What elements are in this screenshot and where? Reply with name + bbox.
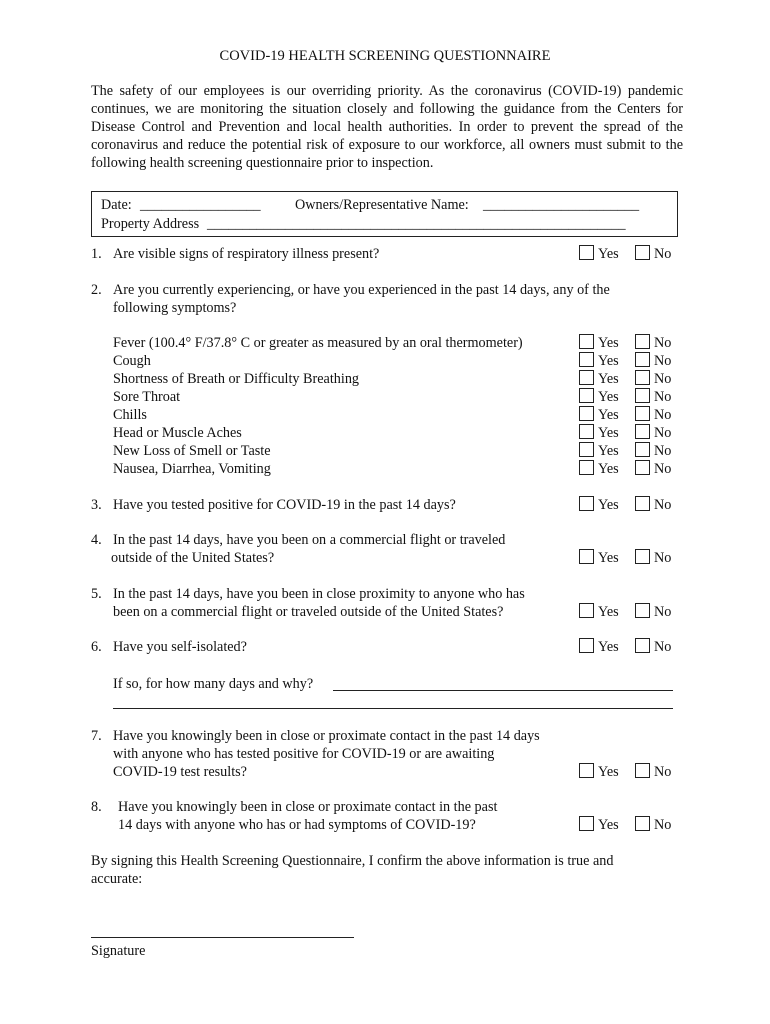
q8-no-label: No	[654, 817, 672, 833]
q5-yes-checkbox[interactable]	[579, 603, 594, 618]
symptom-shortness-of-breath-no-checkbox[interactable]	[635, 370, 650, 385]
symptom-sore-throat: Sore Throat	[113, 389, 181, 405]
symptom-aches: Head or Muscle Aches	[113, 425, 242, 441]
property-address-field[interactable]: ___________________________________________________________	[207, 216, 626, 232]
q7-text-line2: with anyone who has tested positive for COVID-19 or are awaiting	[113, 746, 495, 762]
symptom-fever-no-checkbox[interactable]	[635, 334, 650, 349]
q7-text-line3: COVID-19 test results?	[113, 764, 247, 780]
symptom-chills-yes-label: Yes	[598, 407, 619, 423]
q4-text-line2: outside of the United States?	[111, 550, 275, 566]
q6-no-checkbox[interactable]	[635, 638, 650, 653]
q6-yes-checkbox[interactable]	[579, 638, 594, 653]
q1-text: Are visible signs of respiratory illness present?	[113, 246, 380, 262]
q2-number: 2.	[91, 282, 102, 298]
symptom-loss-of-smell-no-checkbox[interactable]	[635, 442, 650, 457]
q5-no-label: No	[654, 604, 672, 620]
symptom-loss-of-smell: New Loss of Smell or Taste	[113, 443, 271, 459]
symptom-aches-no-label: No	[654, 425, 672, 441]
q5-yes-label: Yes	[598, 604, 619, 620]
q4-no-label: No	[654, 550, 672, 566]
q8-text-line2: 14 days with anyone who has or had symptoms of COVID-19?	[118, 817, 476, 833]
q7-no-checkbox[interactable]	[635, 763, 650, 778]
q1-no-checkbox[interactable]	[635, 245, 650, 260]
symptom-loss-of-smell-yes-checkbox[interactable]	[579, 442, 594, 457]
symptom-cough-yes-checkbox[interactable]	[579, 352, 594, 367]
q5-text-line1: In the past 14 days, have you been in close proximity to anyone who has	[113, 586, 525, 602]
q7-number: 7.	[91, 728, 102, 744]
q4-number: 4.	[91, 532, 102, 548]
symptom-chills-no-checkbox[interactable]	[635, 406, 650, 421]
symptom-shortness-of-breath-yes-label: Yes	[598, 371, 619, 387]
symptom-loss-of-smell-yes-label: Yes	[598, 443, 619, 459]
date-label: Date:	[101, 197, 132, 213]
q6-followup-field-line1[interactable]	[333, 690, 673, 691]
q4-yes-checkbox[interactable]	[579, 549, 594, 564]
q7-text-line1: Have you knowingly been in close or proximate contact in the past 14 days	[113, 728, 540, 744]
symptom-sore-throat-yes-checkbox[interactable]	[579, 388, 594, 403]
owner-name-label: Owners/Representative Name:	[295, 197, 469, 213]
symptom-sore-throat-yes-label: Yes	[598, 389, 619, 405]
q6-text: Have you self-isolated?	[113, 639, 247, 655]
owner-name-field[interactable]: ______________________	[483, 197, 640, 213]
q3-yes-checkbox[interactable]	[579, 496, 594, 511]
symptom-cough-no-checkbox[interactable]	[635, 352, 650, 367]
q3-number: 3.	[91, 497, 102, 513]
q1-yes-checkbox[interactable]	[579, 245, 594, 260]
q2-text-line1: Are you currently experiencing, or have you experienced in the past 14 days, any of the	[113, 282, 610, 298]
q6-followup-field-line2[interactable]	[113, 708, 673, 709]
symptom-fever-yes-checkbox[interactable]	[579, 334, 594, 349]
q5-no-checkbox[interactable]	[635, 603, 650, 618]
symptom-aches-no-checkbox[interactable]	[635, 424, 650, 439]
q3-no-label: No	[654, 497, 672, 513]
q5-text-line2: been on a commercial flight or traveled outside of the United States?	[113, 604, 504, 620]
page-title: COVID-19 HEALTH SCREENING QUESTIONNAIRE	[219, 48, 551, 64]
q5-number: 5.	[91, 586, 102, 602]
q1-number: 1.	[91, 246, 102, 262]
symptom-nausea-no-label: No	[654, 461, 672, 477]
q8-yes-label: Yes	[598, 817, 619, 833]
symptom-cough-no-label: No	[654, 353, 672, 369]
symptom-shortness-of-breath-no-label: No	[654, 371, 672, 387]
symptom-fever-no-label: No	[654, 335, 672, 351]
symptom-nausea-yes-checkbox[interactable]	[579, 460, 594, 475]
symptom-loss-of-smell-no-label: No	[654, 443, 672, 459]
symptom-fever-yes-label: Yes	[598, 335, 619, 351]
q4-yes-label: Yes	[598, 550, 619, 566]
symptom-shortness-of-breath-yes-checkbox[interactable]	[579, 370, 594, 385]
q3-yes-label: Yes	[598, 497, 619, 513]
q8-no-checkbox[interactable]	[635, 816, 650, 831]
symptom-aches-yes-label: Yes	[598, 425, 619, 441]
symptom-nausea: Nausea, Diarrhea, Vomiting	[113, 461, 271, 477]
symptom-aches-yes-checkbox[interactable]	[579, 424, 594, 439]
q4-text-line1: In the past 14 days, have you been on a commercial flight or traveled	[113, 532, 506, 548]
signature-label: Signature	[91, 943, 146, 959]
q8-text-line1: Have you knowingly been in close or proximate contact in the past	[118, 799, 498, 815]
q3-text: Have you tested positive for COVID-19 in the past 14 days?	[113, 497, 456, 513]
symptom-fever: Fever (100.4° F/37.8° C or greater as measured by an oral thermometer)	[113, 335, 523, 351]
q1-no-label: No	[654, 246, 672, 262]
q6-number: 6.	[91, 639, 102, 655]
confirm-text-line2: accurate:	[91, 871, 143, 887]
symptom-shortness-of-breath: Shortness of Breath or Difficulty Breathing	[113, 371, 360, 387]
symptom-chills: Chills	[113, 407, 147, 423]
info-box	[91, 191, 678, 237]
symptom-cough: Cough	[113, 353, 151, 369]
symptom-chills-no-label: No	[654, 407, 672, 423]
q1-yes-label: Yes	[598, 246, 619, 262]
q4-no-checkbox[interactable]	[635, 549, 650, 564]
q6-followup-label: If so, for how many days and why?	[113, 676, 314, 692]
symptom-nausea-no-checkbox[interactable]	[635, 460, 650, 475]
q7-yes-checkbox[interactable]	[579, 763, 594, 778]
q6-yes-label: Yes	[598, 639, 619, 655]
q8-number: 8.	[91, 799, 102, 815]
q3-no-checkbox[interactable]	[635, 496, 650, 511]
symptom-nausea-yes-label: Yes	[598, 461, 619, 477]
symptom-chills-yes-checkbox[interactable]	[579, 406, 594, 421]
symptom-sore-throat-no-checkbox[interactable]	[635, 388, 650, 403]
symptom-cough-yes-label: Yes	[598, 353, 619, 369]
property-address-label: Property Address	[101, 216, 200, 232]
intro-paragraph: The safety of our employees is our overriding priority. As the coronavirus (COVID-19) pandemic continues, we are monitoring the situation closely and following the guidance from the Centers for Disease Control and Prevention and local health authorities. In order to prevent the spread of the coronavirus and reduce the potential risk of exposure to our workforce, all owners must submit to the following health screening questionnaire prior to inspection.	[91, 83, 683, 171]
q7-yes-label: Yes	[598, 764, 619, 780]
q2-text-line2: following symptoms?	[113, 300, 237, 316]
symptom-sore-throat-no-label: No	[654, 389, 672, 405]
confirm-text-line1: By signing this Health Screening Questionnaire, I confirm the above information is true and	[91, 853, 614, 869]
signature-line[interactable]	[91, 937, 354, 938]
q6-no-label: No	[654, 639, 672, 655]
q8-yes-checkbox[interactable]	[579, 816, 594, 831]
q7-no-label: No	[654, 764, 672, 780]
date-field[interactable]: _________________	[140, 197, 261, 213]
